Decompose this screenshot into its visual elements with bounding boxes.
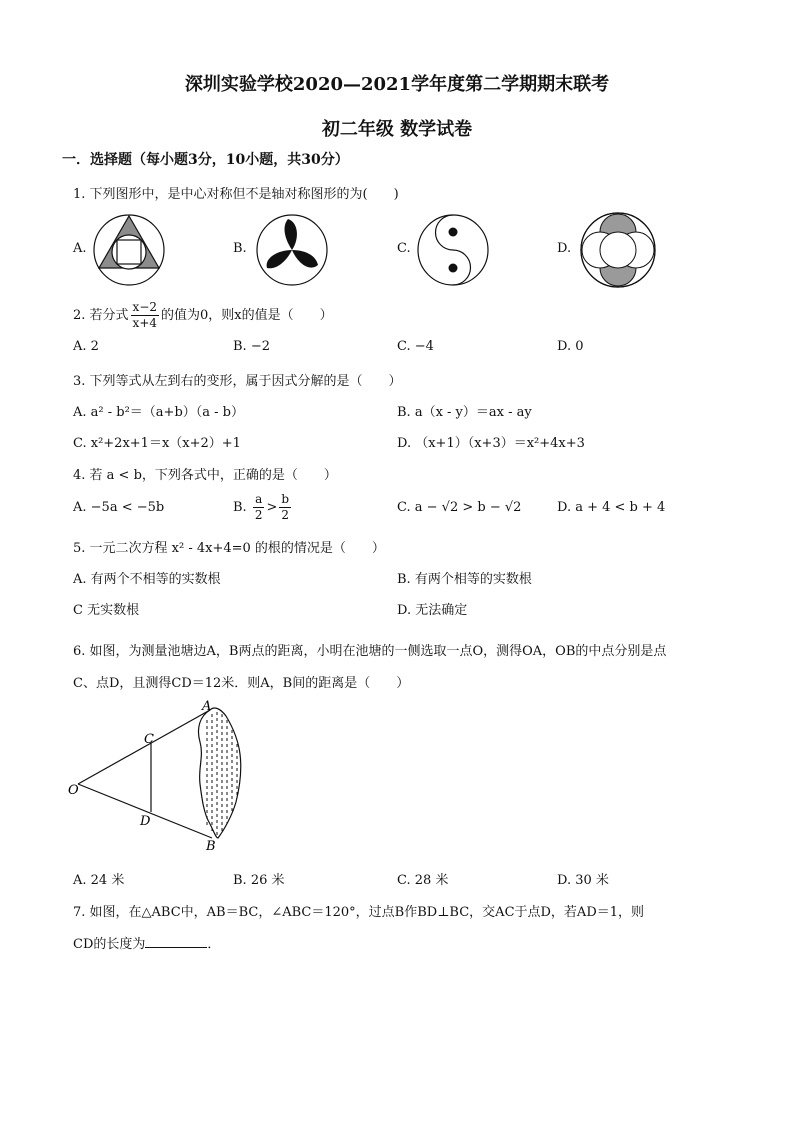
q4-b-num1: a bbox=[253, 492, 265, 508]
q4-b-num2: b bbox=[281, 492, 290, 506]
q2-fraction bbox=[131, 300, 159, 331]
question-7-stem-line1: 7. 如图，在△ABC中，AB＝BC，∠ABC＝120°，过点B作BD⊥BC，交AC于点D，若AD＝1，则 bbox=[73, 905, 645, 920]
q6-option-d: D. 30 米 bbox=[557, 873, 609, 888]
q4-option-b bbox=[233, 492, 293, 523]
question-1-stem: 1. 下列图形中，是中心对称但不是轴对称图形的为( ) bbox=[73, 187, 399, 202]
q4-b-fraction-1 bbox=[253, 492, 265, 523]
section-heading: 一．选择题（每小题3分，10小题，共30分） bbox=[62, 152, 349, 168]
q4-b-gt: > bbox=[266, 500, 278, 515]
q1-figure-d bbox=[578, 210, 658, 290]
q1-option-b-label: B. bbox=[233, 241, 247, 256]
q5-option-a: A. 有两个不相等的实数根 bbox=[73, 572, 221, 587]
q3-option-c: C. x²+2x+1＝x（x+2）+1 bbox=[73, 436, 241, 451]
segment-OB bbox=[78, 784, 212, 838]
q5-option-b: B. 有两个相等的实数根 bbox=[397, 572, 532, 587]
q2-stem-post: 的值为0，则x的值是（ ） bbox=[161, 308, 333, 323]
q4-option-b-label: B. bbox=[233, 500, 247, 515]
segment-OA bbox=[78, 710, 210, 784]
label-A: A bbox=[202, 699, 212, 714]
q7-stem2-end: ． bbox=[207, 937, 221, 952]
q4-option-c: C. a − √2 > b − √2 bbox=[397, 500, 522, 515]
label-B: B bbox=[206, 839, 216, 854]
q1-figure-c bbox=[415, 212, 491, 288]
question-4-stem: 4. 若 a < b，下列各式中，正确的是（ ） bbox=[73, 468, 337, 483]
question-3-stem: 3. 下列等式从左到右的变形，属于因式分解的是（ ） bbox=[73, 374, 402, 389]
exam-title: 深圳实验学校2020—2021学年度第二学期期末联考 bbox=[184, 74, 610, 95]
q3-option-a: A. a² - b²＝（a+b）（a - b） bbox=[73, 405, 244, 420]
q6-pond-diagram bbox=[64, 698, 264, 856]
q6-option-b: B. 26 米 bbox=[233, 873, 285, 888]
q3-option-b: B. a（x - y）＝ax - ay bbox=[397, 405, 532, 420]
q4-b-den1: 2 bbox=[254, 508, 263, 522]
q5-option-d: D. 无法确定 bbox=[397, 603, 468, 618]
q1-figure-a bbox=[90, 212, 168, 288]
q1-option-a-label: A. bbox=[73, 241, 87, 256]
question-6-stem-line1: 6. 如图，为测量池塘边A，B两点的距离，小明在池塘的一侧选取一点O，测得OA，OB的中点分别是点 bbox=[73, 644, 667, 659]
q7-stem2-text: CD的长度为 bbox=[73, 937, 146, 952]
q2-frac-numerator: x−2 bbox=[132, 300, 158, 314]
q2-option-b: B. −2 bbox=[233, 339, 270, 354]
q1-figure-b bbox=[254, 212, 330, 288]
question-2-stem bbox=[73, 300, 333, 331]
q2-option-a: A. 2 bbox=[73, 339, 99, 354]
question-5-stem: 5. 一元二次方程 x² - 4x+4=0 的根的情况是（ ） bbox=[73, 541, 385, 556]
q6-option-a: A. 24 米 bbox=[73, 873, 125, 888]
q3-option-d: D. （x+1）（x+3）＝x²+4x+3 bbox=[397, 436, 585, 451]
q1-option-c-label: C. bbox=[397, 241, 411, 256]
q2-option-d: D. 0 bbox=[557, 339, 584, 354]
q1-option-d-label: D. bbox=[557, 241, 572, 256]
q4-b-fraction-2 bbox=[279, 492, 291, 523]
q2-option-c: C. −4 bbox=[397, 339, 434, 354]
q2-frac-denominator: x+4 bbox=[132, 316, 158, 330]
q7-answer-blank[interactable] bbox=[145, 935, 207, 948]
q4-b-den2: 2 bbox=[281, 508, 290, 522]
q5-option-c: C 无实数根 bbox=[73, 603, 140, 618]
label-D: D bbox=[140, 814, 151, 829]
q4-option-d: D. a + 4 < b + 4 bbox=[557, 500, 666, 515]
exam-subtitle: 初二年级 数学试卷 bbox=[321, 119, 473, 140]
question-7-stem-line2 bbox=[73, 933, 220, 952]
q6-option-c: C. 28 米 bbox=[397, 873, 449, 888]
question-6-stem-line2: C、点D，且测得CD＝12米．则A，B间的距离是（ ） bbox=[73, 676, 410, 691]
q2-stem-pre: 2. 若分式 bbox=[73, 308, 129, 323]
label-O: O bbox=[68, 783, 79, 798]
label-C: C bbox=[144, 732, 154, 747]
pond-outline bbox=[198, 708, 240, 838]
q4-option-a: A. −5a < −5b bbox=[73, 500, 165, 515]
